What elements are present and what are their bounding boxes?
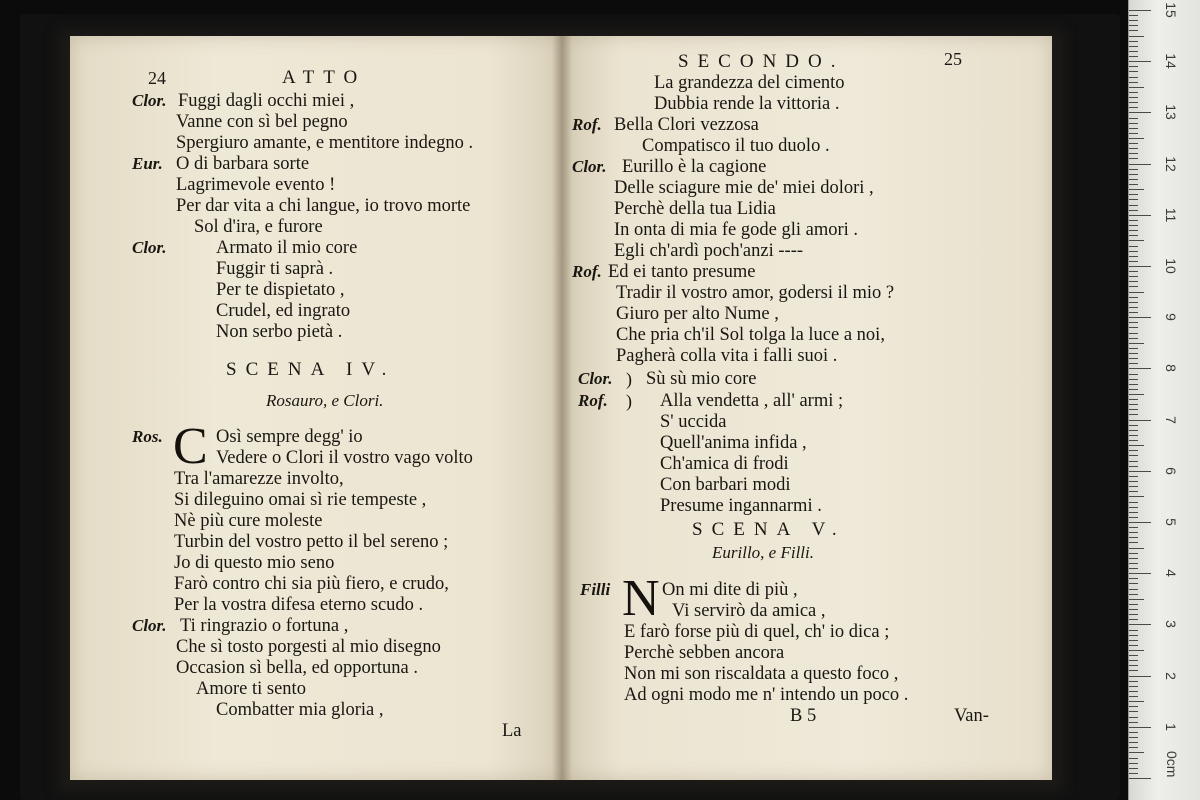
ruler-tick (1129, 537, 1138, 538)
verse-line: Perchè della tua Lidia (614, 199, 776, 219)
ruler-tick (1129, 414, 1138, 415)
ruler-tick (1129, 614, 1138, 615)
verse-line: Per la vostra difesa eterno scudo . (174, 595, 424, 615)
speaker-label: Rof. (572, 115, 602, 134)
verse-line: Fuggir ti saprà . (216, 259, 334, 279)
ruler-tick (1129, 420, 1151, 421)
ruler-tick (1129, 317, 1151, 318)
ruler-tick (1129, 686, 1138, 687)
ruler-tick (1129, 409, 1138, 410)
verse-line: Con barbari modi (660, 475, 791, 495)
ruler-tick (1129, 496, 1144, 497)
ruler-number: 14 (1163, 53, 1179, 69)
verse-line: Ch'amica di frodi (660, 454, 789, 474)
ruler-tick (1129, 205, 1138, 206)
ruler-tick (1129, 286, 1138, 287)
speaker-label: Ros. (132, 427, 163, 446)
ruler-tick (1129, 450, 1138, 451)
verse-line: Tra l'amarezze involto, (174, 469, 344, 489)
ruler-tick (1129, 404, 1138, 405)
ruler-tick (1129, 660, 1138, 661)
verse-line: Ti ringrazio o fortuna , (180, 616, 349, 636)
ruler-tick (1129, 430, 1138, 431)
ruler-tick (1129, 676, 1151, 677)
ruler-tick (1129, 558, 1138, 559)
ruler-tick (1129, 123, 1138, 124)
verse-line: Nè più cure moleste (174, 511, 323, 531)
ruler-tick (1129, 97, 1138, 98)
ruler-tick (1129, 225, 1138, 226)
ruler-tick (1129, 374, 1138, 375)
ruler-tick (1129, 384, 1138, 385)
verse-line: Eurillo è la cagione (622, 157, 767, 177)
ruler-tick (1129, 778, 1151, 779)
ruler-tick (1129, 527, 1138, 528)
verse-line: Armato il mio core (216, 238, 358, 258)
ruler-tick (1129, 548, 1144, 549)
verse-line: O di barbara sorte (176, 154, 310, 174)
verse-line: In onta di mia fe gode gli amori . (614, 220, 859, 240)
ruler-tick (1129, 640, 1138, 641)
ruler-number: 1 (1163, 722, 1179, 731)
ruler-tick (1129, 271, 1138, 272)
ruler-tick (1129, 742, 1138, 743)
left-page-number: 24 (148, 68, 166, 88)
ruler-tick (1129, 425, 1138, 426)
ruler-number: 5 (1163, 518, 1179, 526)
verse-line: Delle sciagure mie de' miei dolori , (614, 178, 874, 198)
ruler-tick (1129, 71, 1138, 72)
ruler-tick (1129, 670, 1138, 671)
ruler-tick (1129, 235, 1138, 236)
ruler-tick (1129, 589, 1138, 590)
ruler-tick (1129, 553, 1138, 554)
scene-heading: SCENA IV. (226, 359, 396, 380)
ruler-tick (1129, 148, 1138, 149)
verse-line: Turbin del vostro petto il bel sereno ; (174, 532, 449, 552)
ruler-tick (1129, 92, 1138, 93)
ruler-tick (1129, 256, 1138, 257)
ruler-tick (1129, 706, 1138, 707)
left-running-head: ATTO (282, 67, 367, 88)
ruler-tick (1129, 307, 1138, 308)
ruler-tick (1129, 583, 1138, 584)
ruler-tick (1129, 502, 1138, 503)
verse-line: Spergiuro amante, e mentitore indegno . (176, 133, 474, 153)
right-page-number: 25 (944, 49, 962, 69)
verse-line: Dubbia rende la vittoria . (654, 94, 840, 114)
ruler-tick (1129, 481, 1138, 482)
verse-line: Che pria ch'il Sol tolga la luce a noi, (616, 325, 885, 345)
verse-line: Fuggi dagli occhi miei , (178, 91, 355, 111)
ruler-tick (1129, 128, 1138, 129)
ruler-tick (1129, 522, 1151, 523)
ruler-tick (1129, 246, 1138, 247)
ruler-tick (1129, 445, 1144, 446)
ruler-tick (1129, 15, 1138, 16)
ruler-tick (1129, 599, 1144, 600)
ruler-tick (1129, 153, 1138, 154)
ruler-tick (1129, 747, 1138, 748)
verse-line: On mi dite di più , (662, 580, 798, 600)
ruler-number: 8 (1163, 364, 1179, 373)
ruler-tick (1129, 266, 1151, 267)
ruler-tick (1129, 768, 1138, 769)
verse-line: Occasion sì bella, ed opportuna . (176, 658, 418, 678)
ruler-tick (1129, 461, 1138, 462)
catchword: Van- (954, 706, 989, 726)
ruler-tick (1129, 696, 1138, 697)
ruler-tick (1129, 20, 1138, 21)
ruler-tick (1129, 507, 1138, 508)
verse-line: Bella Clori vezzosa (614, 115, 759, 135)
ruler-tick (1129, 471, 1151, 472)
ruler-tick (1129, 727, 1151, 728)
verse-line: Per te dispietato , (216, 280, 345, 300)
left-page (70, 36, 562, 780)
ruler-tick (1129, 701, 1144, 702)
ruler-number: 2 (1163, 671, 1179, 680)
scene-heading: SCENA V. (692, 519, 846, 540)
ruler-tick (1129, 655, 1138, 656)
verse-line: Perchè sebben ancora (624, 643, 785, 663)
ruler-tick (1129, 732, 1138, 733)
speaker-label: Clor. (132, 91, 167, 110)
ruler-number: 9 (1163, 313, 1179, 322)
verse-line: Egli ch'ardì poch'anzi ---- (614, 241, 804, 261)
ruler-tick (1129, 230, 1138, 231)
verse-line: Vi servirò da amica , (672, 601, 826, 621)
ruler-tick (1129, 261, 1138, 262)
ruler-tick (1129, 36, 1144, 37)
ruler-number: 3 (1163, 620, 1179, 629)
ruler-tick (1129, 107, 1138, 108)
ruler-tick (1129, 338, 1138, 339)
ruler-tick (1129, 199, 1138, 200)
ruler-tick (1129, 455, 1138, 456)
ruler-tick (1129, 681, 1138, 682)
verse-line: Non serbo pietà . (216, 322, 343, 342)
verse-line: Alla vendetta , all' armi ; (660, 391, 844, 411)
ruler-tick (1129, 343, 1144, 344)
ruler-tick (1129, 532, 1138, 533)
ruler-tick (1129, 573, 1151, 574)
brace-glyph: ) (626, 391, 632, 411)
ruler-tick (1129, 389, 1138, 390)
ruler-tick (1129, 281, 1138, 282)
ruler-tick (1129, 491, 1138, 492)
ruler-tick (1129, 466, 1138, 467)
ruler-tick (1129, 215, 1151, 216)
verse-line: Vedere o Clori il vostro vago volto (216, 448, 473, 468)
ruler-tick (1129, 476, 1138, 477)
ruler-number: 4 (1163, 569, 1179, 578)
scene-characters: Rosauro, e Clori. (266, 391, 384, 410)
speaker-label: Clor. (578, 369, 613, 388)
ruler-tick (1129, 650, 1144, 651)
ruler-tick (1129, 133, 1138, 134)
ruler-number: 11 (1163, 207, 1179, 223)
ruler-tick (1129, 189, 1144, 190)
ruler-tick (1129, 568, 1138, 569)
ruler-tick (1129, 399, 1138, 400)
ruler-tick (1129, 251, 1138, 252)
verse-line: Giuro per alto Nume , (616, 304, 779, 324)
verse-line: Non mi son riscaldata a questo foco , (624, 664, 899, 684)
verse-line: E farò forse più di quel, ch' io dica ; (624, 622, 890, 642)
ruler-unit-label: 0cm (1164, 751, 1180, 778)
right-running-head: SECONDO. (678, 51, 845, 72)
ruler-tick (1129, 594, 1138, 595)
ruler-tick (1129, 51, 1138, 52)
ruler-tick (1129, 194, 1138, 195)
ruler-tick (1129, 737, 1138, 738)
speaker-label: Rof. (572, 262, 602, 281)
verse-line: Pagherà colla vita i falli suoi . (616, 346, 838, 366)
ruler-tick (1129, 542, 1138, 543)
speaker-label: Clor. (132, 238, 167, 257)
ruler-tick (1129, 619, 1138, 620)
ruler-tick (1129, 46, 1138, 47)
ruler-tick (1129, 10, 1151, 11)
verse-line: La grandezza del cimento (654, 73, 845, 93)
verse-line: Compatisco il tuo duolo . (642, 136, 830, 156)
ruler-tick (1129, 717, 1138, 718)
ruler-tick (1129, 102, 1138, 103)
ruler-tick (1129, 210, 1138, 211)
ruler-tick (1129, 322, 1138, 323)
ruler-tick (1129, 82, 1138, 83)
ruler-tick (1129, 61, 1151, 62)
verse-line: Presume ingannarmi . (660, 496, 822, 516)
ruler-tick (1129, 118, 1138, 119)
ruler-number: 12 (1163, 155, 1179, 172)
ruler-tick (1129, 711, 1138, 712)
catchword: La (502, 721, 522, 741)
ruler-tick (1129, 174, 1138, 175)
ruler-tick (1129, 517, 1138, 518)
ruler-tick (1129, 758, 1138, 759)
ruler-tick (1129, 77, 1138, 78)
verse-line: Sol d'ira, e furore (194, 217, 323, 237)
speaker-label: Clor. (132, 616, 167, 635)
ruler-tick (1129, 143, 1138, 144)
ruler-tick (1129, 763, 1138, 764)
ruler-tick (1129, 440, 1138, 441)
ruler-tick (1129, 312, 1138, 313)
signature-mark: B 5 (790, 706, 817, 726)
speaker-label: Rof. (578, 391, 608, 410)
ruler-tick (1129, 302, 1138, 303)
ruler-tick (1129, 486, 1138, 487)
ruler-tick (1129, 624, 1151, 625)
verse-line: Si dileguino omai sì rie tempeste , (174, 490, 427, 510)
verse-line: Farò contro chi sia più fiero, e crudo, (174, 574, 449, 594)
ruler-tick (1129, 66, 1138, 67)
verse-line: Lagrimevole evento ! (176, 175, 336, 195)
verse-line: Jo di questo mio seno (174, 553, 335, 573)
verse-line: Per dar vita a chi langue, io trovo morte (176, 196, 471, 216)
ruler-number: 15 (1163, 2, 1179, 18)
ruler-tick (1129, 512, 1138, 513)
ruler-tick (1129, 752, 1144, 753)
ruler-tick (1129, 138, 1144, 139)
ruler-tick (1129, 240, 1144, 241)
ruler-tick (1129, 363, 1138, 364)
ruler-number: 13 (1163, 104, 1179, 121)
scene-characters: Eurillo, e Filli. (712, 543, 814, 562)
ruler-tick (1129, 353, 1138, 354)
speaker-label: Eur. (132, 154, 163, 173)
ruler-tick (1129, 348, 1138, 349)
verse-line: Crudel, ed ingrato (216, 301, 351, 321)
ruler-tick (1129, 327, 1138, 328)
ruler-tick (1129, 292, 1144, 293)
ruler-tick (1129, 297, 1138, 298)
ruler-tick (1129, 379, 1138, 380)
ruler-tick (1129, 358, 1138, 359)
ruler-number: 10 (1163, 258, 1179, 274)
ruler-tick (1129, 645, 1138, 646)
ruler-tick (1129, 630, 1138, 631)
verse-line: Che sì tosto porgesti al mio disegno (176, 637, 441, 657)
ruler-tick (1129, 665, 1138, 666)
ruler-tick (1129, 691, 1138, 692)
speaker-label: Filli (580, 580, 611, 599)
ruler-tick (1129, 158, 1138, 159)
verse-line: Quell'anima infida , (660, 433, 807, 453)
ruler-number: 7 (1163, 415, 1179, 424)
ruler-tick (1129, 56, 1138, 57)
ruler-tick (1129, 333, 1138, 334)
ruler-tick (1129, 578, 1138, 579)
ruler-tick (1129, 722, 1138, 723)
ruler-tick (1129, 179, 1138, 180)
ruler-tick (1129, 609, 1138, 610)
ruler-tick (1129, 773, 1138, 774)
verse-line: Tradir il vostro amor, godersi il mio ? (616, 283, 895, 303)
verse-line: Sù sù mio core (646, 369, 757, 389)
ruler-tick (1129, 184, 1138, 185)
ruler-tick (1129, 394, 1144, 395)
verse-line: S' uccida (660, 412, 727, 432)
verse-line: Combatter mia gloria , (216, 700, 384, 720)
verse-line: Vanne con sì bel pegno (176, 112, 348, 132)
ruler-tick (1129, 604, 1138, 605)
ruler-tick (1129, 41, 1138, 42)
ruler-tick (1129, 169, 1138, 170)
drop-cap: N (622, 570, 660, 627)
verse-line: Ad ogni modo me n' intendo un poco . (624, 685, 909, 705)
ruler-tick (1129, 635, 1138, 636)
ruler-tick (1129, 220, 1138, 221)
verse-line: Osì sempre degg' io (216, 427, 363, 447)
ruler-tick (1129, 112, 1151, 113)
ruler-tick (1129, 563, 1138, 564)
brace-glyph: ) (626, 369, 632, 389)
verse-line: Amore ti sento (196, 679, 306, 699)
ruler-tick (1129, 87, 1144, 88)
drop-cap: C (173, 418, 208, 475)
speaker-label: Clor. (572, 157, 607, 176)
verse-line: Ed ei tanto presume (608, 262, 756, 282)
ruler-tick (1129, 276, 1138, 277)
ruler-tick (1129, 435, 1138, 436)
ruler-number: 6 (1163, 466, 1179, 475)
right-page (562, 36, 1052, 780)
book-gutter (552, 36, 572, 780)
ruler-tick (1129, 30, 1138, 31)
ruler-tick (1129, 25, 1138, 26)
ruler-tick (1129, 368, 1151, 369)
ruler-tick (1129, 164, 1151, 165)
measuring-ruler (1128, 0, 1200, 800)
